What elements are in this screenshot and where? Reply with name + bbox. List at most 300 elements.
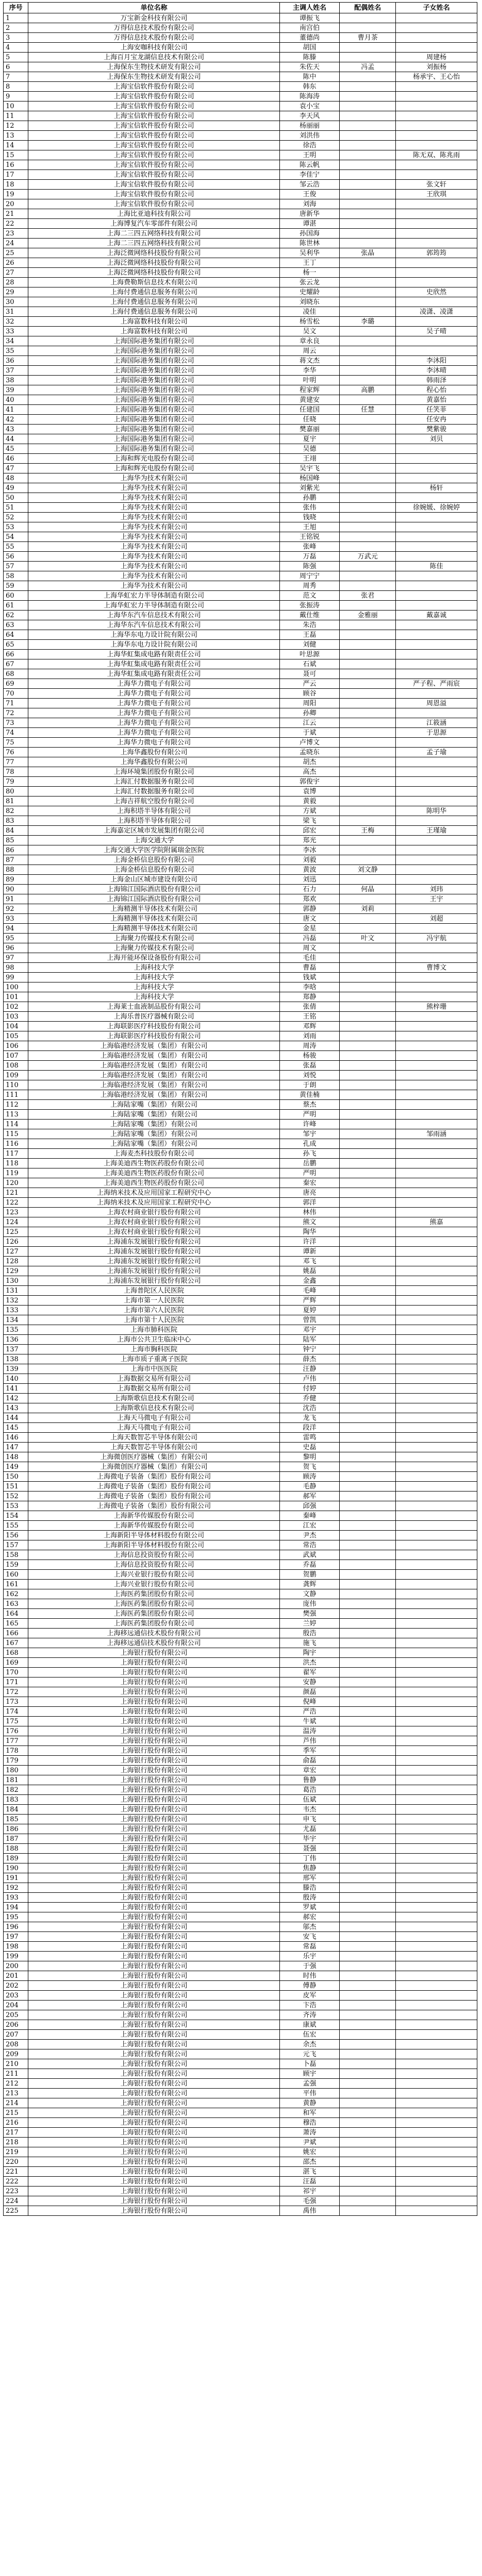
cell-child: [396, 1354, 477, 1364]
cell-unit: 上海浦东发展银行股份有限公司: [28, 1276, 279, 1286]
cell-spouse: [340, 1824, 396, 1834]
cell-main: 王旭: [279, 522, 339, 532]
cell-main: 时伟: [279, 1971, 339, 1981]
cell-main: 谭湛: [279, 219, 339, 229]
cell-spouse: [340, 1433, 396, 1443]
cell-child: [396, 141, 477, 150]
cell-no: 220: [4, 2157, 28, 2167]
cell-child: [396, 1051, 477, 1061]
cell-spouse: [340, 679, 396, 689]
table-row: [4, 601, 477, 611]
cell-spouse: [340, 2138, 396, 2147]
table-row: [4, 963, 477, 973]
cell-no: 35: [4, 346, 28, 356]
cell-spouse: [340, 1296, 396, 1306]
cell-main: 严浩: [279, 1707, 339, 1717]
table-row: [4, 689, 477, 699]
cell-child: [396, 777, 477, 787]
cell-spouse: [340, 1090, 396, 1100]
cell-no: 200: [4, 1961, 28, 1971]
cell-child: [396, 1080, 477, 1090]
cell-spouse: [340, 1315, 396, 1325]
cell-child: [396, 1315, 477, 1325]
cell-child: [396, 973, 477, 982]
cell-no: 117: [4, 1149, 28, 1159]
cell-no: 106: [4, 1041, 28, 1051]
cell-child: 曹博文: [396, 963, 477, 973]
cell-spouse: [340, 1227, 396, 1237]
cell-no: 206: [4, 2020, 28, 2030]
cell-no: 20: [4, 199, 28, 209]
cell-no: 28: [4, 278, 28, 287]
cell-no: 194: [4, 1903, 28, 1912]
cell-no: 211: [4, 2069, 28, 2079]
cell-main: 黄静: [279, 2098, 339, 2108]
cell-unit: 上海富数科技有限公司: [28, 327, 279, 336]
cell-spouse: [340, 1570, 396, 1580]
cell-main: 孟晓东: [279, 748, 339, 757]
table-row: [4, 1041, 477, 1051]
cell-no: 185: [4, 1815, 28, 1824]
cell-unit: 上海纳米技术及应用国家工程研究中心: [28, 1198, 279, 1208]
cell-main: 殷涛: [279, 1893, 339, 1903]
cell-no: 57: [4, 562, 28, 571]
cell-spouse: [340, 894, 396, 904]
cell-main: 曹磊: [279, 963, 339, 973]
cell-child: [396, 1570, 477, 1580]
cell-no: 151: [4, 1482, 28, 1492]
cell-spouse: [340, 1149, 396, 1159]
cell-child: [396, 473, 477, 483]
cell-spouse: [340, 1580, 396, 1589]
cell-main: 杨国峰: [279, 473, 339, 483]
cell-no: 160: [4, 1570, 28, 1580]
cell-main: 韦杰: [279, 1805, 339, 1815]
cell-unit: 上海金桥信息股份有限公司: [28, 855, 279, 865]
cell-unit: 上海和辉光电股份有限公司: [28, 464, 279, 473]
cell-child: [396, 1893, 477, 1903]
table-row: [4, 1462, 477, 1472]
cell-child: [396, 131, 477, 141]
cell-spouse: [340, 366, 396, 376]
cell-child: [396, 2147, 477, 2157]
cell-no: 166: [4, 1629, 28, 1638]
cell-spouse: [340, 307, 396, 317]
table-row: [4, 1971, 477, 1981]
cell-unit: 上海银行股份有限公司: [28, 1815, 279, 1824]
cell-main: 雷鸣: [279, 1433, 339, 1443]
table-row: [4, 2098, 477, 2108]
cell-main: 丁伟: [279, 1854, 339, 1863]
table-row: [4, 1863, 477, 1873]
cell-unit: 上海聚力传媒技术有限公司: [28, 943, 279, 953]
cell-main: 祁宇: [279, 2187, 339, 2196]
cell-spouse: [340, 953, 396, 963]
table-row: [4, 493, 477, 503]
cell-no: 190: [4, 1863, 28, 1873]
cell-main: 杨一: [279, 268, 339, 278]
cell-child: [396, 1071, 477, 1080]
cell-unit: 上海银行股份有限公司: [28, 2157, 279, 2167]
cell-main: 禹伟: [279, 2206, 339, 2216]
table-row: [4, 845, 477, 855]
cell-spouse: [340, 53, 396, 62]
cell-main: 乔磊: [279, 1560, 339, 1570]
cell-unit: 上海宝信软件股份有限公司: [28, 101, 279, 111]
cell-main: 汪静: [279, 1364, 339, 1374]
table-row: [4, 434, 477, 444]
cell-unit: 上海银行股份有限公司: [28, 1991, 279, 2001]
cell-unit: 上海斯歌信息技术有限公司: [28, 1394, 279, 1403]
cell-spouse: [340, 278, 396, 287]
cell-unit: 上海华鑫股份有限公司: [28, 757, 279, 767]
cell-spouse: [340, 1061, 396, 1071]
table-row: [4, 1012, 477, 1022]
cell-spouse: [340, 620, 396, 630]
cell-main: 朱佐天: [279, 62, 339, 72]
cell-unit: 上海农村商业银行股份有限公司: [28, 1227, 279, 1237]
table-row: [4, 131, 477, 141]
cell-child: 陈佳: [396, 562, 477, 571]
cell-child: [396, 1981, 477, 1991]
cell-no: 86: [4, 845, 28, 855]
cell-spouse: [340, 1501, 396, 1511]
cell-child: 任笑菲: [396, 405, 477, 415]
cell-main: 范文: [279, 591, 339, 601]
table-row: [4, 307, 477, 317]
cell-child: [396, 1883, 477, 1893]
cell-unit: 上海保东生物技术研发有限公司: [28, 72, 279, 82]
cell-main: 武斌: [279, 1550, 339, 1560]
cell-spouse: [340, 1766, 396, 1775]
cell-no: 147: [4, 1443, 28, 1452]
table-row: [4, 1217, 477, 1227]
cell-spouse: [340, 1071, 396, 1080]
cell-unit: 上海银行股份有限公司: [28, 1873, 279, 1883]
table-row: [4, 405, 477, 415]
cell-child: [396, 1168, 477, 1178]
cell-child: [396, 229, 477, 239]
cell-child: [396, 1815, 477, 1824]
cell-spouse: [340, 1912, 396, 1922]
cell-no: 222: [4, 2177, 28, 2187]
table-row: [4, 1550, 477, 1560]
cell-unit: 上海美迪西生物医药股份有限公司: [28, 1159, 279, 1168]
cell-child: [396, 493, 477, 503]
cell-child: [396, 2177, 477, 2187]
cell-main: 罗斌: [279, 1903, 339, 1912]
cell-main: 谭新: [279, 1247, 339, 1257]
cell-spouse: [340, 121, 396, 131]
cell-unit: 上海国际港务集团有限公司: [28, 415, 279, 425]
cell-unit: 上海华为技术有限公司: [28, 513, 279, 522]
cell-main: 洪杰: [279, 1658, 339, 1668]
cell-main: 康斌: [279, 2020, 339, 2030]
cell-no: 154: [4, 1511, 28, 1521]
cell-child: 樊紫骏: [396, 425, 477, 434]
cell-spouse: [340, 1247, 396, 1257]
cell-spouse: [340, 1462, 396, 1472]
cell-unit: 上海微电子装备（集团）股份有限公司: [28, 1492, 279, 1501]
cell-child: [396, 1589, 477, 1599]
table-row: [4, 630, 477, 640]
cell-child: [396, 1364, 477, 1374]
cell-main: 傅静: [279, 1981, 339, 1991]
cell-main: 张云龙: [279, 278, 339, 287]
cell-spouse: [340, 356, 396, 366]
cell-no: 181: [4, 1775, 28, 1785]
cell-child: 程心怡: [396, 385, 477, 395]
cell-no: 3: [4, 33, 28, 43]
table-row: [4, 738, 477, 748]
cell-main: 叶明: [279, 376, 339, 385]
cell-no: 30: [4, 297, 28, 307]
cell-unit: 上海银行股份有限公司: [28, 1824, 279, 1834]
table-row: [4, 1374, 477, 1384]
cell-child: [396, 101, 477, 111]
table-row: [4, 532, 477, 542]
cell-unit: 上海天数智芯半导体有限公司: [28, 1433, 279, 1443]
cell-main: 唐亮: [279, 1188, 339, 1198]
cell-spouse: [340, 1051, 396, 1061]
cell-child: [396, 2001, 477, 2010]
cell-main: 李天风: [279, 111, 339, 121]
cell-no: 127: [4, 1247, 28, 1257]
table-row: [4, 1061, 477, 1071]
cell-child: [396, 2079, 477, 2089]
cell-child: [396, 1805, 477, 1815]
cell-unit: 上海银行股份有限公司: [28, 2177, 279, 2187]
cell-no: 72: [4, 708, 28, 718]
cell-no: 155: [4, 1521, 28, 1531]
cell-no: 19: [4, 190, 28, 199]
cell-unit: 上海银行股份有限公司: [28, 2128, 279, 2138]
cell-main: 张伟: [279, 503, 339, 513]
table-row: [4, 992, 477, 1002]
cell-no: 81: [4, 796, 28, 806]
cell-no: 99: [4, 973, 28, 982]
cell-no: 100: [4, 982, 28, 992]
cell-main: 吴德: [279, 444, 339, 454]
cell-no: 45: [4, 444, 28, 454]
cell-spouse: 叶文: [340, 934, 396, 943]
cell-spouse: [340, 1110, 396, 1120]
cell-spouse: [340, 493, 396, 503]
cell-spouse: [340, 2118, 396, 2128]
table-row: [4, 385, 477, 395]
cell-main: 芦伟: [279, 1736, 339, 1746]
cell-spouse: [340, 1443, 396, 1452]
cell-spouse: 刘文静: [340, 865, 396, 875]
cell-spouse: [340, 630, 396, 640]
cell-unit: 上海宝信软件股份有限公司: [28, 180, 279, 190]
cell-main: 周阳: [279, 699, 339, 708]
cell-child: [396, 2167, 477, 2177]
table-row: [4, 1452, 477, 1462]
cell-no: 171: [4, 1677, 28, 1687]
cell-no: 108: [4, 1061, 28, 1071]
cell-no: 163: [4, 1599, 28, 1609]
cell-no: 6: [4, 62, 28, 72]
cell-spouse: [340, 757, 396, 767]
cell-no: 14: [4, 141, 28, 150]
cell-main: 刘毅: [279, 855, 339, 865]
cell-unit: 上海银行股份有限公司: [28, 1961, 279, 1971]
cell-unit: 上海华力微电子有限公司: [28, 689, 279, 699]
cell-main: 邱强: [279, 1501, 339, 1511]
cell-no: 125: [4, 1227, 28, 1237]
cell-spouse: [340, 297, 396, 307]
cell-main: 元飞: [279, 2049, 339, 2059]
cell-unit: 上海博复汽车零部件有限公司: [28, 219, 279, 229]
cell-main: 龚辉: [279, 1580, 339, 1589]
cell-unit: 上海银行股份有限公司: [28, 1834, 279, 1844]
cell-child: [396, 787, 477, 796]
cell-spouse: [340, 1511, 396, 1521]
cell-unit: 上海陆家嘴（集团）有限公司: [28, 1110, 279, 1120]
table-header-row: [4, 3, 477, 13]
cell-main: 李佳宁: [279, 170, 339, 180]
cell-spouse: [340, 845, 396, 855]
cell-child: 徐婉媛、徐婉婷: [396, 503, 477, 513]
cell-spouse: [340, 268, 396, 278]
cell-spouse: [340, 2108, 396, 2118]
cell-no: 110: [4, 1080, 28, 1090]
cell-no: 111: [4, 1090, 28, 1100]
cell-no: 48: [4, 473, 28, 483]
cell-no: 204: [4, 2001, 28, 2010]
cell-spouse: [340, 1609, 396, 1619]
table-row: [4, 571, 477, 581]
cell-child: 江筱涵: [396, 718, 477, 728]
table-row: [4, 914, 477, 924]
cell-main: 邢军: [279, 1873, 339, 1883]
cell-main: 戴仕维: [279, 611, 339, 620]
cell-spouse: [340, 1726, 396, 1736]
cell-unit: 上海市胸科医院: [28, 1345, 279, 1354]
cell-spouse: [340, 728, 396, 738]
cell-spouse: [340, 2196, 396, 2206]
cell-unit: 上海交通大学: [28, 836, 279, 845]
cell-no: 192: [4, 1883, 28, 1893]
cell-spouse: 任慧: [340, 405, 396, 415]
cell-main: 王磊: [279, 630, 339, 640]
cell-spouse: [340, 2167, 396, 2177]
cell-child: [396, 82, 477, 92]
cell-main: 韩东: [279, 82, 339, 92]
table-row: [4, 953, 477, 963]
cell-child: [396, 1345, 477, 1354]
table-row: [4, 1599, 477, 1609]
table-row: [4, 1580, 477, 1589]
cell-main: 林伟: [279, 1208, 339, 1217]
cell-no: 212: [4, 2079, 28, 2089]
cell-child: 邹雨涵: [396, 1129, 477, 1139]
table-row: [4, 611, 477, 620]
cell-unit: 上海普陀区人民医院: [28, 1286, 279, 1296]
cell-main: 申飞: [279, 1815, 339, 1824]
cell-spouse: [340, 2069, 396, 2079]
cell-spouse: 王梅: [340, 826, 396, 836]
cell-child: [396, 953, 477, 963]
cell-child: 陈明华: [396, 806, 477, 816]
cell-spouse: [340, 1168, 396, 1178]
cell-unit: 上海国际港务集团有限公司: [28, 444, 279, 454]
cell-main: 陈强: [279, 562, 339, 571]
cell-spouse: [340, 1178, 396, 1188]
cell-main: 章永良: [279, 336, 339, 346]
cell-unit: 上海美迪西生物医药股份有限公司: [28, 1178, 279, 1188]
cell-unit: 上海莱士血液制品股份有限公司: [28, 1002, 279, 1012]
cell-main: 熊文: [279, 1217, 339, 1227]
cell-no: 93: [4, 914, 28, 924]
cell-no: 92: [4, 904, 28, 914]
cell-unit: 上海银行股份有限公司: [28, 1893, 279, 1903]
cell-child: [396, 2030, 477, 2040]
table-row: [4, 1687, 477, 1697]
cell-main: 乔健: [279, 1394, 339, 1403]
cell-no: 187: [4, 1834, 28, 1844]
cell-spouse: [340, 787, 396, 796]
cell-main: 章宏: [279, 1766, 339, 1775]
cell-child: [396, 532, 477, 542]
cell-spouse: [340, 1873, 396, 1883]
cell-spouse: [340, 1384, 396, 1394]
cell-child: [396, 1492, 477, 1501]
cell-unit: 万宝新金科技有限公司: [28, 13, 279, 23]
cell-spouse: [340, 503, 396, 513]
cell-spouse: [340, 464, 396, 473]
cell-child: [396, 1306, 477, 1315]
cell-spouse: [340, 640, 396, 650]
cell-unit: 上海科技大学: [28, 982, 279, 992]
cell-unit: 上海华力微电子有限公司: [28, 699, 279, 708]
table-row: [4, 1834, 477, 1844]
cell-unit: 上海嘉定区城市发展集团有限公司: [28, 826, 279, 836]
cell-child: [396, 1687, 477, 1697]
cell-unit: 上海银行股份有限公司: [28, 1795, 279, 1805]
cell-no: 176: [4, 1726, 28, 1736]
cell-spouse: [340, 1648, 396, 1658]
cell-main: 邬杰: [279, 1922, 339, 1932]
cell-child: [396, 2108, 477, 2118]
cell-child: [396, 1629, 477, 1638]
cell-no: 95: [4, 934, 28, 943]
cell-no: 195: [4, 1912, 28, 1922]
cell-child: 王欣琪: [396, 190, 477, 199]
table-row: [4, 1629, 477, 1638]
cell-child: [396, 1863, 477, 1873]
table-row: [4, 2177, 477, 2187]
cell-unit: 上海银行股份有限公司: [28, 2147, 279, 2157]
cell-unit: 上海宝信软件股份有限公司: [28, 121, 279, 131]
cell-unit: 上海银行股份有限公司: [28, 2206, 279, 2216]
cell-no: 144: [4, 1413, 28, 1423]
cell-child: [396, 1824, 477, 1834]
cell-unit: 上海银行股份有限公司: [28, 2079, 279, 2089]
cell-no: 25: [4, 248, 28, 258]
cell-main: 郑欢: [279, 894, 339, 904]
table-row: [4, 1795, 477, 1805]
table-row: [4, 1345, 477, 1354]
cell-main: 严云: [279, 679, 339, 689]
cell-main: 常磊: [279, 1942, 339, 1952]
cell-spouse: [340, 650, 396, 659]
cell-unit: 上海信息投资股份有限公司: [28, 1550, 279, 1560]
header-unit: 单位名称: [28, 3, 279, 13]
cell-spouse: [340, 796, 396, 806]
cell-no: 88: [4, 865, 28, 875]
